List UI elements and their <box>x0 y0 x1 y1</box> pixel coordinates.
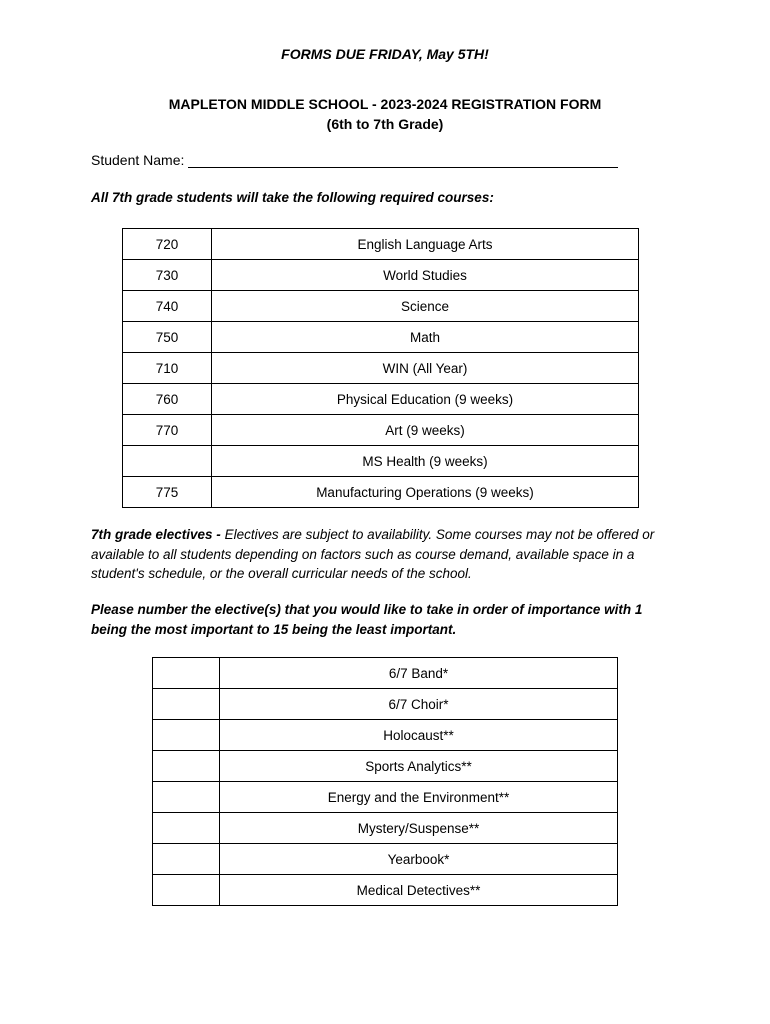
elective-row <box>153 844 618 875</box>
electives-lead: 7th grade electives - <box>91 527 221 542</box>
electives-table <box>152 657 618 906</box>
course-code <box>123 446 212 477</box>
elective-row <box>153 813 618 844</box>
electives-description <box>91 525 681 584</box>
required-course-row <box>123 353 639 384</box>
required-course-row <box>123 260 639 291</box>
course-code: 750 <box>123 322 212 353</box>
course-name: Science <box>212 291 639 322</box>
form-title: MAPLETON MIDDLE SCHOOL - 2023-2024 REGISTRATION FORM <box>168 96 602 112</box>
required-course-row <box>123 415 639 446</box>
elective-name: Sports Analytics** <box>220 751 618 782</box>
course-name: Physical Education (9 weeks) <box>212 384 639 415</box>
course-code: 710 <box>123 353 212 384</box>
course-code: 740 <box>123 291 212 322</box>
course-name: Math <box>212 322 639 353</box>
form-subtitle: (6th to 7th Grade) <box>326 116 444 132</box>
form-title-block <box>0 94 770 134</box>
elective-rank-field[interactable] <box>153 720 220 751</box>
student-name-label: Student Name: <box>91 152 185 168</box>
required-course-row <box>123 384 639 415</box>
elective-name: 6/7 Band* <box>220 658 618 689</box>
electives-instructions: Please number the elective(s) that you would like to take in order of importance with 1 being the most important to 15 being the least important. <box>91 602 643 637</box>
elective-name: Holocaust** <box>220 720 618 751</box>
course-code: 770 <box>123 415 212 446</box>
elective-row <box>153 720 618 751</box>
course-name: MS Health (9 weeks) <box>212 446 639 477</box>
elective-rank-field[interactable] <box>153 782 220 813</box>
elective-name: 6/7 Choir* <box>220 689 618 720</box>
required-course-row <box>123 229 639 260</box>
due-notice: FORMS DUE FRIDAY, May 5TH! <box>281 46 489 62</box>
elective-name: Mystery/Suspense** <box>220 813 618 844</box>
required-courses-heading: All 7th grade students will take the following required courses: <box>91 190 494 205</box>
elective-row <box>153 782 618 813</box>
course-name: Manufacturing Operations (9 weeks) <box>212 477 639 508</box>
course-name: World Studies <box>212 260 639 291</box>
required-course-row <box>123 477 639 508</box>
student-name-row <box>91 152 618 168</box>
elective-row <box>153 689 618 720</box>
elective-rank-field[interactable] <box>153 844 220 875</box>
course-name: Art (9 weeks) <box>212 415 639 446</box>
course-name: WIN (All Year) <box>212 353 639 384</box>
elective-rank-field[interactable] <box>153 658 220 689</box>
elective-name: Medical Detectives** <box>220 875 618 906</box>
course-code: 730 <box>123 260 212 291</box>
required-course-row <box>123 446 639 477</box>
elective-row <box>153 658 618 689</box>
course-code: 760 <box>123 384 212 415</box>
elective-name: Energy and the Environment** <box>220 782 618 813</box>
elective-row <box>153 751 618 782</box>
elective-rank-field[interactable] <box>153 875 220 906</box>
required-courses-table <box>122 228 639 508</box>
required-course-row <box>123 322 639 353</box>
course-code: 720 <box>123 229 212 260</box>
student-name-field[interactable] <box>188 153 618 168</box>
elective-rank-field[interactable] <box>153 813 220 844</box>
elective-rank-field[interactable] <box>153 751 220 782</box>
course-name: English Language Arts <box>212 229 639 260</box>
elective-row <box>153 875 618 906</box>
required-course-row <box>123 291 639 322</box>
elective-name: Yearbook* <box>220 844 618 875</box>
electives-description-text: Electives are subject to availability. Some courses may not be offered or available to all students depending on factors such as course demand, available space in a student's schedule, or the overall curricular needs of the school. <box>91 527 655 581</box>
elective-rank-field[interactable] <box>153 689 220 720</box>
course-code: 775 <box>123 477 212 508</box>
